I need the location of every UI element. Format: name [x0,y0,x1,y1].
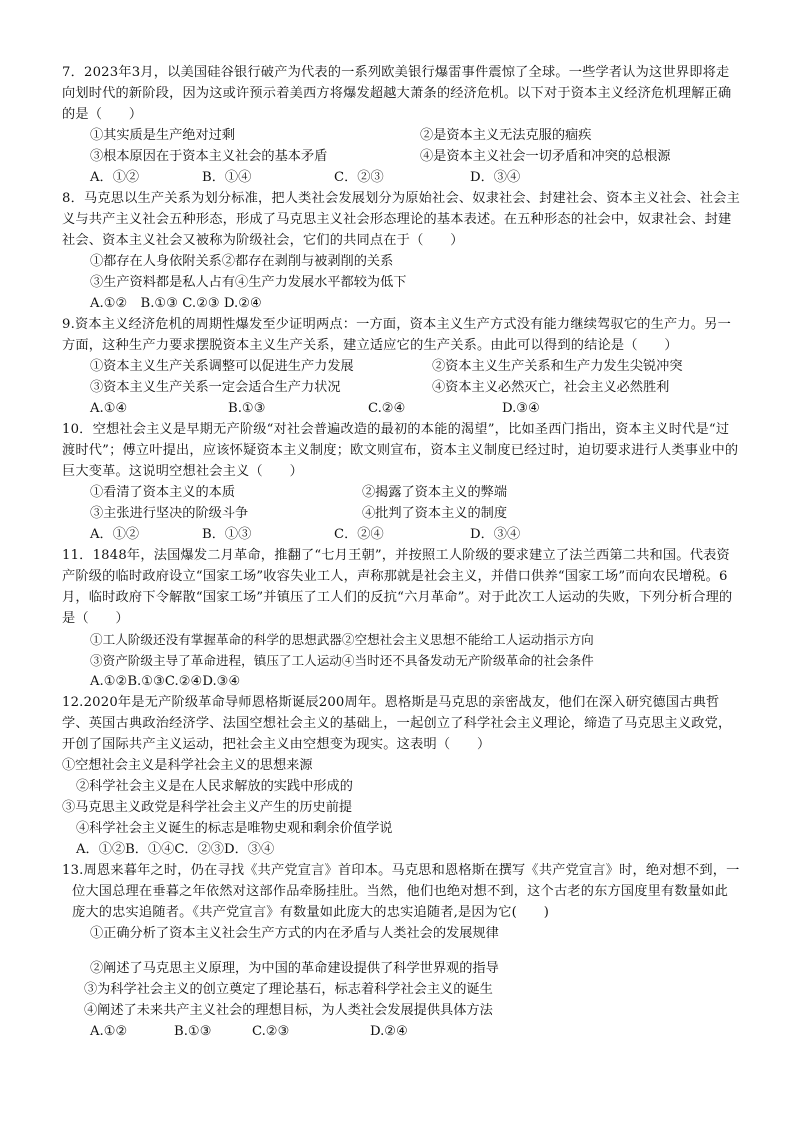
question-9-options-row-1 [62,356,740,377]
question-12-stem: 12.2020年是无产阶级革命导师恩格斯诞辰200周年。恩格斯是马克思的亲密战友，他们在深入研究德国古典哲学、英国古典政治经济学、法国空想社会主义的基础上，一起创立了科学社会主义理论，缔造了马克思主义政党，开创了国际共产主义运动，把社会主义由空想变为现实。这表明（ ） [62,695,732,752]
question-10-stem: 10．空想社会主义是早期无产阶级“对社会普遍改造的最初的本能的渴望”，比如圣西门指出，资本主义时代是“过渡时代”；傅立叶提出，应该怀疑资本主义制度；欧文则宣布，资本主义制度已经过时，迫切要求进行人类事业中的巨大变革。这说明空想社会主义（ ） [62,422,739,479]
question-9-option-4: ④资本主义必然灭亡，社会主义必然胜利 [432,380,670,395]
question-10-answer-c: C．②④ [334,527,384,542]
question-13 [62,860,740,1042]
question-11 [62,545,740,692]
question-7-option-1: ①其实质是生产绝对过剩 [90,128,236,143]
question-8 [62,188,740,314]
question-7-options-row-1 [62,125,740,146]
question-11-options-line-1: ①工人阶级还没有掌握革命的科学的思想武器②空想社会主义思想不能给工人运动指示方向 [90,632,594,647]
question-12-answers: A．①②B．①④C．②③D．③④ [76,842,275,857]
question-7-answer-b: B．①④ [202,170,252,185]
question-7-stem: 7．2023年3月，以美国硅谷银行破产为代表的一系列欧美银行爆雷事件震惊了全球。一些学者认为这世界即将走向划时代的新阶段，因为这或许预示着美西方将爆发超越大萧条的经济危机。以下对于资本主义经济危机理解正确的是（ ） [62,65,732,122]
question-13-option-4: ④阐述了未来共产主义社会的理想目标，为人类社会发展提供具体方法 [84,1003,493,1018]
question-13-answer-d: D.②④ [370,1024,408,1039]
question-13-option-1: ①正确分析了资本主义社会生产方式的内在矛盾与人类社会的发展规律 [90,926,499,941]
question-7-option-3: ③根本原因在于资本主义社会的基本矛盾 [90,149,328,164]
question-8-options-line-2: ③生产资料都是私人占有④生产力发展水平都较为低下 [90,275,407,290]
question-9-answer-c: C.②④ [368,401,406,416]
question-7-answers [62,167,740,188]
questions [62,62,740,1042]
question-13-answer-b: B.①③ [174,1024,212,1039]
question-9-option-1: ①资本主义生产关系调整可以促进生产力发展 [90,359,354,374]
question-8-stem: 8．马克思以生产关系为划分标准，把人类社会发展划分为原始社会、奴隶社会、封建社会、资本主义社会、社会主义与共产主义社会五种形态，形成了马克思主义社会形态理论的基本表述。在五种形态的社会中，奴隶社会、封建社会、资本主义社会又被称为阶级社会，它们的共同点在于（ ） [62,191,740,248]
question-10-option-3: ③主张进行坚决的阶级斗争 [90,506,249,521]
question-10-options-row-1 [62,482,740,503]
question-8-options-line-1: ①都存在人身依附关系②都存在剥削与被剥削的关系 [90,254,394,269]
question-7 [62,62,740,188]
question-13-answer-a: A.①② [90,1024,128,1039]
question-13-answers [62,1021,740,1042]
question-9-option-2: ②资本主义生产关系和生产力发生尖锐冲突 [432,359,683,374]
question-9-options-row-2 [62,377,740,398]
question-9-answers [62,398,740,419]
question-7-answer-d: D．③④ [470,170,521,185]
question-12-option-3: ③马克思主义政党是科学社会主义产生的历史前提 [62,800,353,815]
question-13-option-3: ③为科学社会主义的创立奠定了理论基石，标志着科学社会主义的诞生 [84,982,493,997]
question-9-answer-b: B.①③ [228,401,266,416]
question-12 [62,692,740,860]
question-10-option-1: ①看清了资本主义的本质 [90,485,236,500]
question-13-option-2: ②阐述了马克思主义原理，为中国的革命建设提供了科学世界观的指导 [90,961,499,976]
question-7-option-2: ②是资本主义无法克服的痼疾 [420,128,592,143]
question-9-answer-d: D.③④ [502,401,540,416]
question-7-options-row-2 [62,146,740,167]
question-11-options-line-2: ③资产阶级主导了革命进程，镇压了工人运动④当时还不具备发动无产阶级革命的社会条件 [90,653,594,668]
question-8-answers: A.①② B.①③ C.②③ D.②④ [90,296,262,311]
question-7-answer-a: A．①② [90,170,140,185]
question-7-option-4: ④是资本主义社会一切矛盾和冲突的总根源 [420,149,671,164]
question-9-answer-a: A.①④ [90,401,128,416]
question-9-stem: 9.资本主义经济危机的周期性爆发至少证明两点：一方面，资本主义生产方式没有能力继续驾驭它的生产力。另一方面，这种生产力要求摆脱资本主义生产关系，建立适应它的生产关系。由此可以得到的结论是（ ） [62,317,731,353]
question-9-option-3: ③资本主义生产关系一定会适合生产力状况 [90,380,341,395]
question-12-option-4: ④科学社会主义诞生的标志是唯物史观和剩余价值学说 [76,821,393,836]
question-10 [62,419,740,545]
spacer [62,944,740,958]
question-10-answers [62,524,740,545]
question-10-option-4: ④批判了资本主义的制度 [362,506,508,521]
question-10-answer-a: A．①② [90,527,140,542]
question-13-answer-c: C.②③ [252,1024,290,1039]
question-10-option-2: ②揭露了资本主义的弊端 [362,485,508,500]
question-11-answers: A.①②B.①③C.②④D.③④ [90,674,241,689]
question-11-stem: 11．1848年，法国爆发二月革命，推翻了“七月王朝”，并按照工人阶级的要求建立了法兰西第二共和国。代表资产阶级的临时政府设立“国家工场”收容失业工人，声称那就是社会主义，并借口供养“国家工场”而向农民增税。6月，临时政府下令解散“国家工场”并镇压了工人们的反抗“六月革命”。对于此次工人运动的失败，下列分析合理的是（ ） [62,548,733,626]
question-12-option-1: ①空想社会主义是科学社会主义的思想来源 [62,758,313,773]
question-13-stem: 13.周恩来暮年之时，仍在寻找《共产党宣言》首印本。马克思和恩格斯在撰写《共产党宣言》时，绝对想不到，一位大国总理在垂暮之年依然对这部作品牵肠挂肚。当然，他们也绝对想不到，这个古老的东方国度里有数量如此庞大的忠实追随者。《共产党宣言》有数量如此庞大的忠实追随者,是因为它( ) [62,863,740,920]
question-12-option-2: ②科学社会主义是在人民求解放的实践中形成的 [76,779,353,794]
question-9 [62,314,740,419]
question-7-answer-c: C．②③ [334,170,384,185]
question-10-answer-b: B．①③ [202,527,252,542]
question-10-answer-d: D．③④ [470,527,521,542]
question-10-options-row-2 [62,503,740,524]
